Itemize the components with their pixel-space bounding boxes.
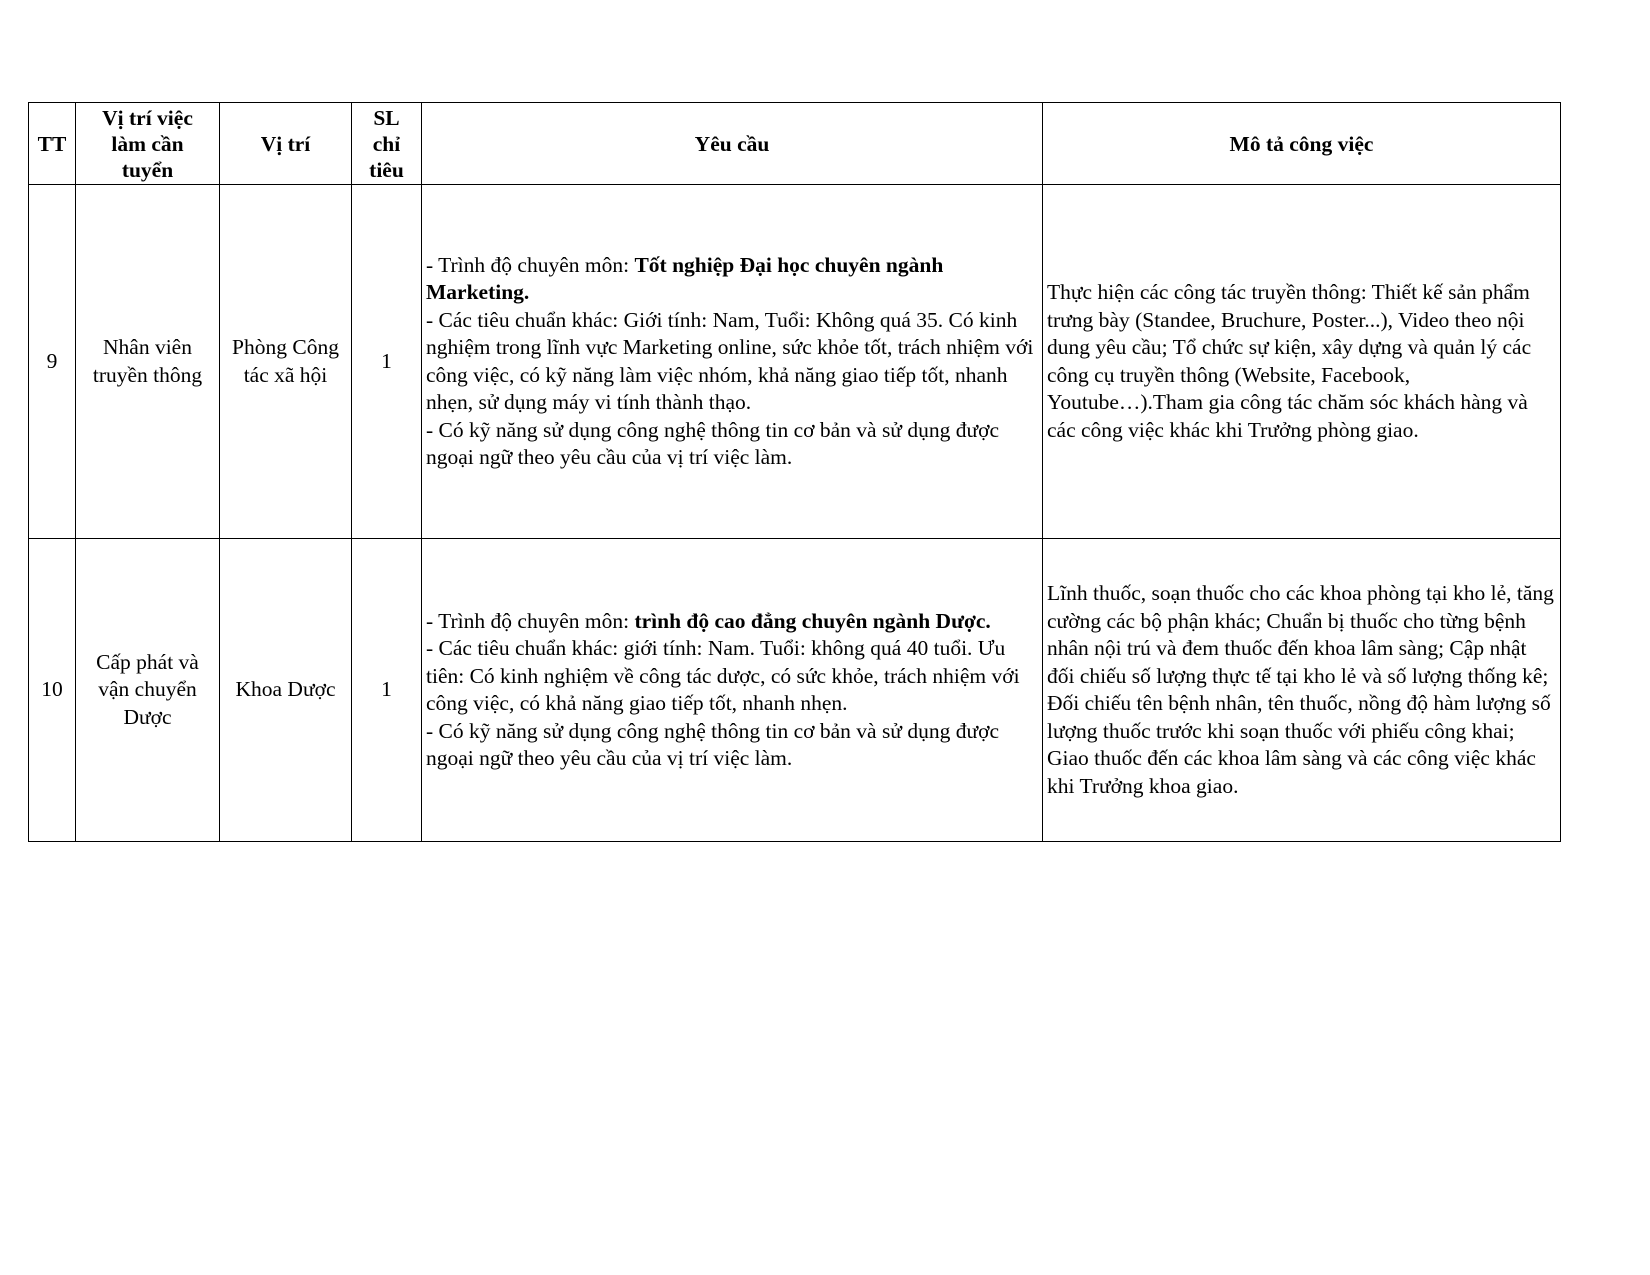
requirement-other-criteria: - Các tiêu chuẩn khác: Giới tính: Nam, Tuổi: Không quá 35. Có kinh nghiệm trong lĩnh vực Marketing online, sức khỏe tốt, trách nhiệm với công việc, có kỹ năng làm việc nhóm, khả năng giao tiếp tốt, nhanh nhẹn, sử dụng máy vi tính thành thạo.: [426, 307, 1034, 414]
cell-tt: 9: [29, 185, 76, 539]
cell-department: Khoa Dược: [220, 539, 352, 842]
header-quota: SL chỉ tiêu: [352, 103, 422, 185]
requirement-it-skills: - Có kỹ năng sử dụng công nghệ thông tin cơ bản và sử dụng được ngoại ngữ theo yêu cầu của vị trí việc làm.: [426, 417, 1000, 469]
header-tt: TT: [29, 103, 76, 185]
qualification-value: trình độ cao đẳng chuyên ngành Dược.: [634, 608, 991, 633]
requirement-qualification: [426, 252, 1038, 307]
qualification-label: - Trình độ chuyên môn:: [426, 252, 635, 277]
header-job-position: Vị trí việc làm cần tuyển: [76, 103, 220, 185]
cell-requirements: [422, 185, 1043, 539]
requirement-qualification: [426, 608, 1038, 636]
cell-description: Thực hiện các công tác truyền thông: Thiết kế sản phẩm trưng bày (Standee, Bruchure, Poster...), Video theo nội dung yêu cầu; Tổ chức sự kiện, xây dựng và quản lý các công cụ truyền thông (Website, Facebook, Youtube…).Tham gia công tác chăm sóc khách hàng và các công việc khác khi Trưởng phòng giao.: [1043, 185, 1561, 539]
cell-position-name: Cấp phát và vận chuyển Dược: [76, 539, 220, 842]
qualification-value: Tốt nghiệp Đại học chuyên ngành Marketing.: [426, 252, 944, 304]
table-row: [29, 185, 1561, 539]
cell-quota: 1: [352, 539, 422, 842]
cell-tt: 10: [29, 539, 76, 842]
cell-quota: 1: [352, 185, 422, 539]
requirement-it-skills: - Có kỹ năng sử dụng công nghệ thông tin cơ bản và sử dụng được ngoại ngữ theo yêu cầu của vị trí việc làm.: [426, 718, 1000, 770]
header-requirements: Yêu cầu: [422, 103, 1043, 185]
recruitment-table: [28, 102, 1561, 842]
cell-requirements: [422, 539, 1043, 842]
cell-department: Phòng Công tác xã hội: [220, 185, 352, 539]
header-department: Vị trí: [220, 103, 352, 185]
table-header-row: [29, 103, 1561, 185]
requirement-other-criteria: - Các tiêu chuẩn khác: giới tính: Nam. Tuổi: không quá 40 tuổi. Ưu tiên: Có kinh nghiệm về công tác dược, có sức khỏe, trách nhiệm với công việc, có khả năng giao tiếp tốt, nhanh nhẹn.: [426, 636, 1020, 715]
table-row: [29, 539, 1561, 842]
header-description: Mô tả công việc: [1043, 103, 1561, 185]
qualification-label: - Trình độ chuyên môn:: [426, 608, 635, 633]
cell-description: Lĩnh thuốc, soạn thuốc cho các khoa phòng tại kho lẻ, tăng cường các bộ phận khác; Chuẩn bị thuốc cho từng bệnh nhân nội trú và đem thuốc đến khoa lâm sàng; Cập nhật đối chiếu số lượng thực tế tại kho lẻ và số lượng thống kê; Đối chiếu tên bệnh nhân, tên thuốc, nồng độ hàm lượng số lượng thuốc trước khi soạn thuốc với phiếu công khai; Giao thuốc đến các khoa lâm sàng và các công việc khác khi Trưởng khoa giao.: [1043, 539, 1561, 842]
cell-position-name: Nhân viên truyền thông: [76, 185, 220, 539]
